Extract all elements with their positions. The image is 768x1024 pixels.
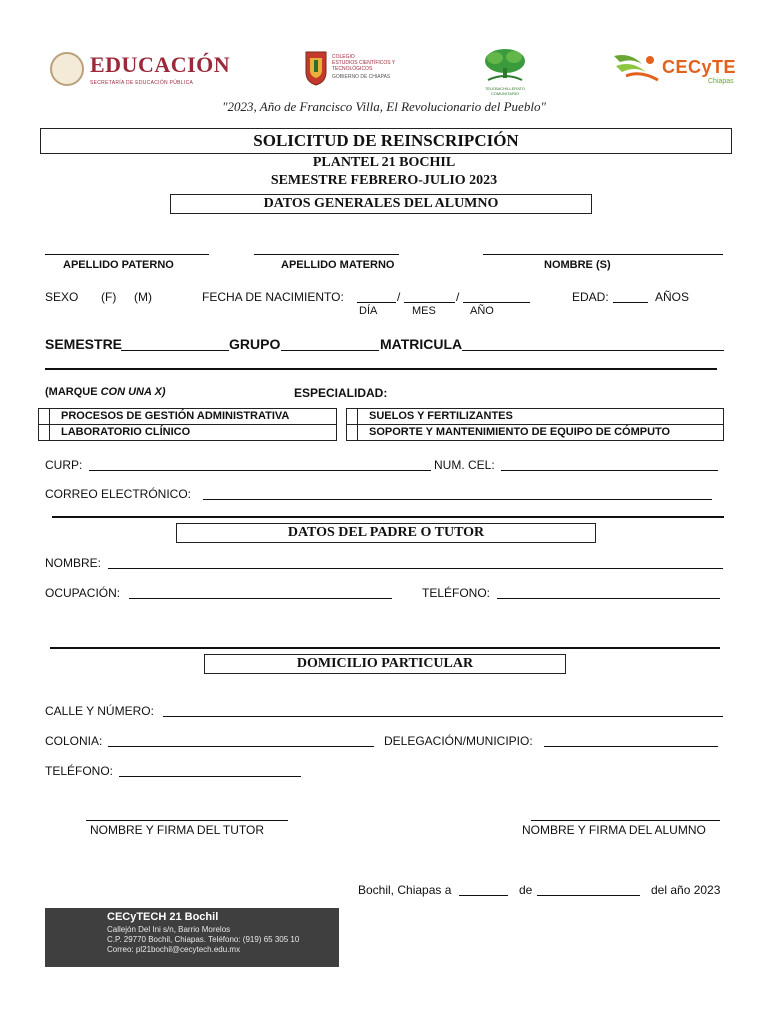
semestre-periodo: SEMESTRE FEBRERO-JULIO 2023 — [270, 173, 498, 188]
apellido-materno-line[interactable] — [254, 254, 399, 255]
especialidad-option-suelos[interactable] — [346, 408, 724, 425]
fecha-slash: / — [397, 290, 401, 304]
colonia-line[interactable] — [108, 746, 374, 747]
cecyte-swoosh-icon — [612, 50, 662, 84]
telefono-domicilio-label: TELÉFONO: — [45, 764, 114, 778]
tele-text-line: TELEBACHILLERATO — [484, 86, 526, 91]
cecyte-logo-title: CECyTE — [662, 57, 737, 77]
divider — [45, 368, 717, 370]
checkbox-mark[interactable] — [49, 409, 50, 424]
ocupacion-line[interactable] — [129, 598, 392, 599]
footer-email: Correo: pl21bochil@cecytech.edu.mx — [107, 945, 241, 954]
firma-tutor-label: NOMBRE Y FIRMA DEL TUTOR — [90, 823, 265, 837]
apellido-materno-label: APELLIDO MATERNO — [281, 259, 395, 271]
ocupacion-label: OCUPACIÓN: — [45, 586, 121, 600]
curp-line[interactable] — [89, 470, 431, 471]
nombre-line[interactable] — [483, 254, 723, 255]
dia-line[interactable] — [357, 302, 396, 303]
especialidad-option-soporte[interactable] — [346, 424, 724, 441]
matricula-line[interactable] — [462, 350, 724, 351]
motto: "2023, Año de Francisco Villa, El Revolucionario del Pueblo" — [222, 99, 546, 114]
section-divider — [50, 647, 720, 649]
lugar-mes-line[interactable] — [537, 895, 640, 896]
sep-seal-icon — [50, 52, 84, 86]
colegio-logo-text — [332, 54, 395, 80]
section-domicilio: DOMICILIO PARTICULAR — [204, 654, 566, 674]
semestre-label: SEMESTRE — [45, 336, 123, 352]
calle-line[interactable] — [163, 716, 723, 717]
delegacion-line[interactable] — [544, 746, 718, 747]
section-divider — [52, 516, 724, 518]
especialidad-option-laboratorio[interactable] — [38, 424, 337, 441]
telebachillerato-text — [480, 86, 530, 96]
form-title: SOLICITUD DE REINSCRIPCIÓN — [40, 128, 732, 154]
nombre-tutor-label: NOMBRE: — [45, 556, 102, 570]
tele-text-line: COMUNITARIO — [490, 91, 520, 96]
checkbox-mark[interactable] — [357, 425, 358, 440]
nombres-label: NOMBRE (S) — [544, 259, 611, 271]
sexo-f-option[interactable]: (F) — [101, 290, 117, 304]
firma-alumno-line[interactable] — [531, 820, 720, 821]
apellido-paterno-label: APELLIDO PATERNO — [63, 259, 174, 271]
plantel-title: PLANTEL 21 BOCHIL — [312, 155, 456, 170]
mes-line[interactable] — [404, 302, 455, 303]
telefono-tutor-label: TELÉFONO: — [422, 586, 491, 600]
marque-italic: CON UNA X) — [100, 386, 166, 398]
especialidad-option-label: LABORATORIO CLÍNICO — [61, 426, 191, 438]
anios-label: AÑOS — [655, 290, 690, 304]
correo-label: CORREO ELECTRÓNICO: — [45, 487, 192, 501]
sexo-label: SEXO — [45, 290, 79, 304]
footer-phone: C.P. 29770 Bochil, Chiapas. Teléfono: (919) 65 305 10 — [107, 935, 300, 944]
section-datos-generales: DATOS GENERALES DEL ALUMNO — [170, 194, 592, 214]
fecha-nacimiento-label: FECHA DE NACIMIENTO: — [202, 290, 344, 304]
especialidad-label: ESPECIALIDAD: — [294, 386, 388, 400]
footer-address: Callejón Del Ini s/n, Barrio Morelos — [107, 925, 231, 934]
edad-line[interactable] — [613, 302, 648, 303]
grupo-label: GRUPO — [229, 336, 281, 352]
calle-label: CALLE Y NÚMERO: — [45, 704, 154, 718]
footer-title: CECyTECH 21 Bochil — [107, 911, 219, 923]
mes-label: MES — [412, 305, 436, 317]
num-cel-label: NUM. CEL: — [434, 458, 495, 472]
firma-tutor-line[interactable] — [86, 820, 288, 821]
chiapas-shield-icon — [304, 50, 328, 86]
lugar-dia-line[interactable] — [459, 895, 508, 896]
colegio-text-line: GOBIERNO DE CHIAPAS — [332, 74, 391, 80]
marque-prefix: (MARQUE — [45, 386, 101, 398]
semestre-line[interactable] — [121, 350, 229, 351]
del-anio-label: del año 2023 — [651, 883, 721, 897]
edad-label: EDAD: — [572, 290, 609, 304]
firma-alumno-label: NOMBRE Y FIRMA DEL ALUMNO — [522, 823, 706, 837]
especialidad-option-label: PROCESOS DE GESTIÓN ADMINISTRATIVA — [61, 410, 290, 422]
especialidad-option-label: SOPORTE Y MANTENIMIENTO DE EQUIPO DE CÓMPUTO — [369, 426, 671, 438]
colonia-label: COLONIA: — [45, 734, 103, 748]
educacion-logo-sub: SECRETARÍA DE EDUCACIÓN PÚBLICA — [90, 80, 194, 86]
especialidad-option-gestion[interactable] — [38, 408, 337, 425]
delegacion-label: DELEGACIÓN/MUNICIPIO: — [384, 734, 533, 748]
checkbox-mark[interactable] — [49, 425, 50, 440]
apellido-paterno-line[interactable] — [45, 254, 209, 255]
telefono-domicilio-line[interactable] — [119, 776, 301, 777]
telefono-tutor-line[interactable] — [497, 598, 720, 599]
anio-line[interactable] — [463, 302, 530, 303]
header-logos — [0, 40, 768, 100]
marque-label — [45, 386, 166, 398]
educacion-logo-title: EDUCACIÓN — [90, 52, 231, 77]
num-cel-line[interactable] — [501, 470, 718, 471]
footer-contact-box — [45, 908, 339, 967]
colegio-text-line: TECNOLÓGICOS — [332, 66, 373, 72]
nombre-tutor-line[interactable] — [108, 568, 723, 569]
dia-label: DÍA — [359, 305, 378, 317]
section-padre-tutor: DATOS DEL PADRE O TUTOR — [176, 523, 596, 543]
telebachillerato-tree-icon — [480, 48, 530, 84]
lugar-label: Bochil, Chiapas a — [358, 883, 452, 897]
matricula-label: MATRICULA — [380, 336, 463, 352]
especialidad-option-label: SUELOS Y FERTILIZANTES — [369, 410, 513, 422]
correo-line[interactable] — [203, 499, 712, 500]
anio-label: AÑO — [470, 305, 494, 317]
grupo-line[interactable] — [281, 350, 379, 351]
cecyte-logo-sub: Chiapas — [708, 78, 734, 85]
colegio-text-line: COLEGIO — [332, 54, 355, 60]
checkbox-mark[interactable] — [357, 409, 358, 424]
colegio-text-line: ESTUDIOS CIENTÍFICOS Y — [332, 60, 396, 66]
curp-label: CURP: — [45, 458, 83, 472]
sexo-m-option[interactable]: (M) — [134, 290, 152, 304]
fecha-slash: / — [456, 290, 460, 304]
de-label: de — [519, 883, 533, 897]
